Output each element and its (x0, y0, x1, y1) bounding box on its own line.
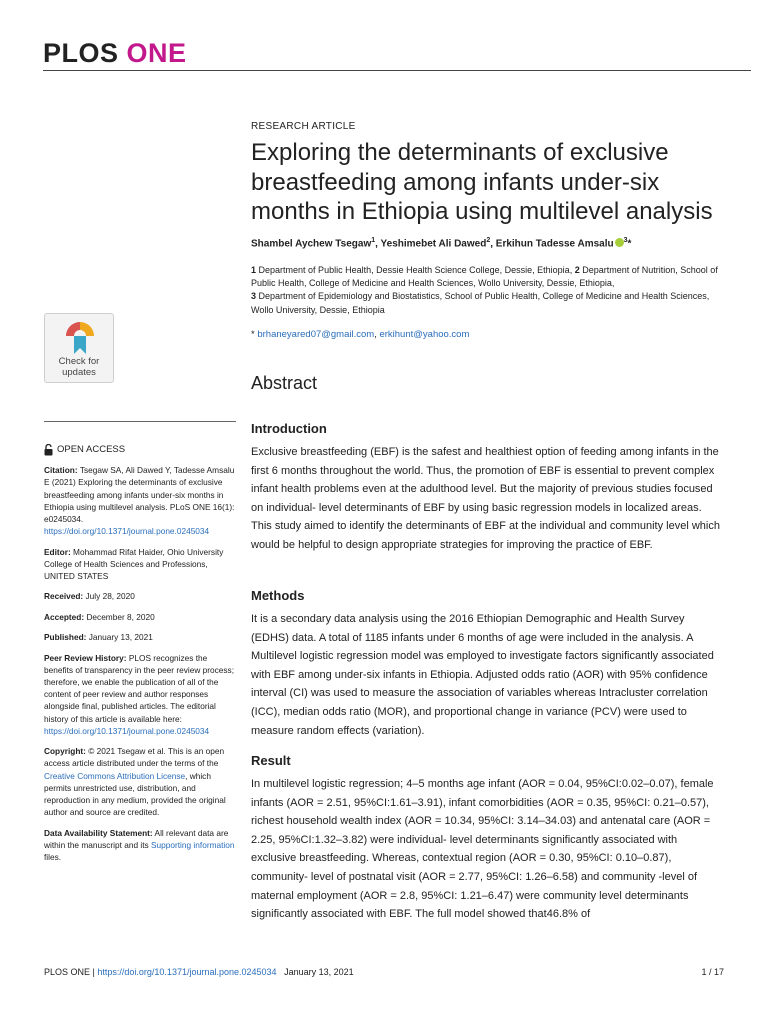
author-affiliation-marker: 2 (486, 237, 491, 244)
author-affiliation-marker: 1 (371, 237, 376, 244)
journal-name-one: ONE (126, 38, 187, 68)
affiliations (251, 264, 731, 317)
introduction-text: Exclusive breastfeeding (EBF) is the safest and healthiest option of feeding among infants in the first 6 months throughout the world. Thus, the promotion of EBF is essential to prevent complex infant health problems even at the adulthood level. But the majority of previous studies focused on individual- level determinants of EBF by using basic regression models in localized areas. This study aimed to identify the determinants of EBF at the individual and community level which would be helpful to design appropriate strategies for improving the practice of EBF. (251, 446, 720, 551)
published-value: January 13, 2021 (88, 632, 153, 643)
author-list: Shambel Aychew Tsegaw$^1$, Yeshimebet Ali Dawed$^2$, Erkihun Tadesse Amsalu $^3$* (251, 237, 632, 250)
citation-label: Citation: (44, 465, 78, 476)
citation-text: Tsegaw SA, Ali Dawed Y, Tadesse Amsalu E (2021) Exploring the determinants of exclusive breastfeeding among infants under-six months in Ethiopia using multilevel analysis. PLoS ONE 16(1): e0245034. (44, 465, 235, 525)
data-availability-label: Data Availability Statement: (44, 827, 153, 838)
check-for-updates-badge[interactable] (44, 313, 114, 383)
page-footer (44, 967, 724, 977)
affiliation-text: Department of Public Health, Dessie Health Science College, Dessie, Ethiopia, (258, 265, 573, 275)
citation (44, 464, 238, 537)
license-link[interactable]: Creative Commons Attribution License (44, 770, 186, 781)
author-name[interactable]: Erkihun Tadesse Amsalu (495, 238, 614, 250)
header-divider (43, 70, 751, 71)
open-access-label: OPEN ACCESS (57, 444, 126, 455)
accepted-value: December 8, 2020 (86, 611, 155, 622)
copyright-label: Copyright: (44, 746, 86, 757)
received-date (44, 590, 238, 602)
result-heading: Result (251, 753, 291, 768)
peer-review-history (44, 652, 238, 737)
published-label: Published: (44, 632, 87, 643)
received-label: Received: (44, 591, 84, 602)
copyright (44, 745, 238, 818)
journal-name-plos: PLOS (43, 38, 119, 68)
affiliation-number: 2 (574, 265, 580, 275)
peer-review-text: PLOS recognizes the benefits of transparency in the peer review process; therefore, we enable the publication of all of the content of peer review and author responses alongside final, published articles. The editorial history of this article is available here: (44, 652, 235, 724)
article-type: RESEARCH ARTICLE (251, 121, 356, 132)
article-info-sidebar (44, 444, 238, 871)
data-availability (44, 827, 238, 864)
accepted-label: Accepted: (44, 611, 85, 622)
affiliation-text: Department of Nutrition, School of Public Health, College of Medicine and Health Sciences, Wollo University, Dessie, Ethiopia, (251, 265, 718, 289)
email-link[interactable]: erkihunt@yahoo.com (379, 329, 470, 340)
author-affiliation-marker: 3 (623, 237, 628, 244)
accepted-date (44, 611, 238, 623)
open-lock-icon (44, 444, 53, 456)
correspondence-marker: * (251, 329, 255, 340)
author-name[interactable]: Shambel Aychew Tsegaw (251, 238, 372, 250)
affiliation-number: 3 (251, 291, 257, 302)
affiliation-number: 1 (251, 265, 257, 275)
data-availability-text-end: files. (44, 852, 62, 862)
footer-journal: PLOS ONE (44, 967, 91, 977)
editor-text: Mohammad Rifat Haider, Ohio University College of Health Sciences and Professions, UNITED STATES (44, 546, 224, 582)
check-for-updates-line2: updates (62, 366, 96, 378)
open-access-badge (44, 444, 238, 456)
sidebar-divider (44, 421, 236, 422)
email-separator: , (374, 329, 377, 340)
footer-doi-link[interactable]: https://doi.org/10.1371/journal.pone.0245034 (97, 967, 277, 977)
abstract-heading: Abstract (251, 373, 318, 393)
citation-doi-link[interactable]: https://doi.org/10.1371/journal.pone.0245034 (44, 526, 210, 537)
check-for-updates-label (45, 357, 113, 378)
supporting-information-link[interactable]: Supporting information (151, 839, 235, 850)
received-value: July 28, 2020 (85, 591, 135, 602)
editor (44, 546, 238, 583)
data-availability-text: All relevant data are within the manuscript and its (44, 827, 229, 850)
footer-date: January 13, 2021 (284, 967, 354, 977)
methods-heading: Methods (251, 588, 305, 603)
methods-text: It is a secondary data analysis using the 2016 Ethiopian Demographic and Health Survey (EDHS) data. A total of 1185 infants under 6 months of age were included in the analysis. A Multilevel logistic regression model was employed to investigate factors significantly associated with EBF among under-six infants in Ethiopia. Adjusted odds ratio (AOR) with 95% confidence interval (CI) was used to measure the association of variables whereas Intracluster correlation (ICC), median odds ratio (MOR), and proportional change in variance (PCV) were used to measure random effects (variation). (251, 613, 714, 737)
peer-review-link[interactable]: https://doi.org/10.1371/journal.pone.0245034 (44, 725, 210, 736)
check-for-updates-icon (62, 320, 98, 358)
check-for-updates-line1: Check for (58, 356, 100, 367)
affiliation-text: Department of Epidemiology and Biostatistics, School of Public Health, College of Medicine and Health Sciences, Wollo University, Dessie, Ethiopia (251, 291, 710, 315)
orcid-icon[interactable] (615, 238, 624, 247)
email-link[interactable]: brhaneyared07@gmail.com (257, 329, 375, 340)
introduction-heading: Introduction (251, 421, 327, 436)
article-title: Exploring the determinants of exclusive breastfeeding among infants under-six months in Ethiopia using multilevel analysis (251, 139, 713, 225)
correspondence (251, 329, 469, 340)
result-text: In multilevel logistic regression; 4–5 months age infant (AOR = 0.04, 95%CI:0.02–0.07), female infants (AOR = 2.51, 95%CI:1.61–3.91), infant comorbidities (AOR = 0.35, 95%CI: 0.21–0.57), richest household wealth index (AOR = 10.34, 95%CI: 3.14–34.03) and antenatal care (AOR = 2.25, 95%CI:1.32–3.82) were individual- level determinants significantly associated with exclusive breastfeeding. Whereas, contextual region (AOR = 0.30, 95%CI: 0.10–0.87), community- level of postnatal visit (AOR = 2.77, 95%CI: 1.26–6.58) and community -level of maternal employment (AOR = 2.8, 95%CI: 1.21–6.47) were community level determinants significantly associated with EBF. The full model showed that46.8% of (251, 778, 714, 921)
peer-review-label: Peer Review History: (44, 652, 127, 663)
copyright-text-continued: , which permits unrestricted use, distribution, and reproduction in any medium, provided the original author and source are credited. (44, 770, 226, 818)
corresponding-marker: * (627, 238, 632, 250)
journal-logo (43, 38, 187, 69)
copyright-text: © 2021 Tsegaw et al. This is an open access article distributed under the terms of the (44, 746, 225, 769)
editor-label: Editor: (44, 546, 71, 557)
author-name[interactable]: Yeshimebet Ali Dawed (380, 238, 487, 250)
page-number: 1 / 17 (701, 967, 724, 977)
footer-separator: | (92, 967, 95, 977)
published-date (44, 631, 238, 643)
